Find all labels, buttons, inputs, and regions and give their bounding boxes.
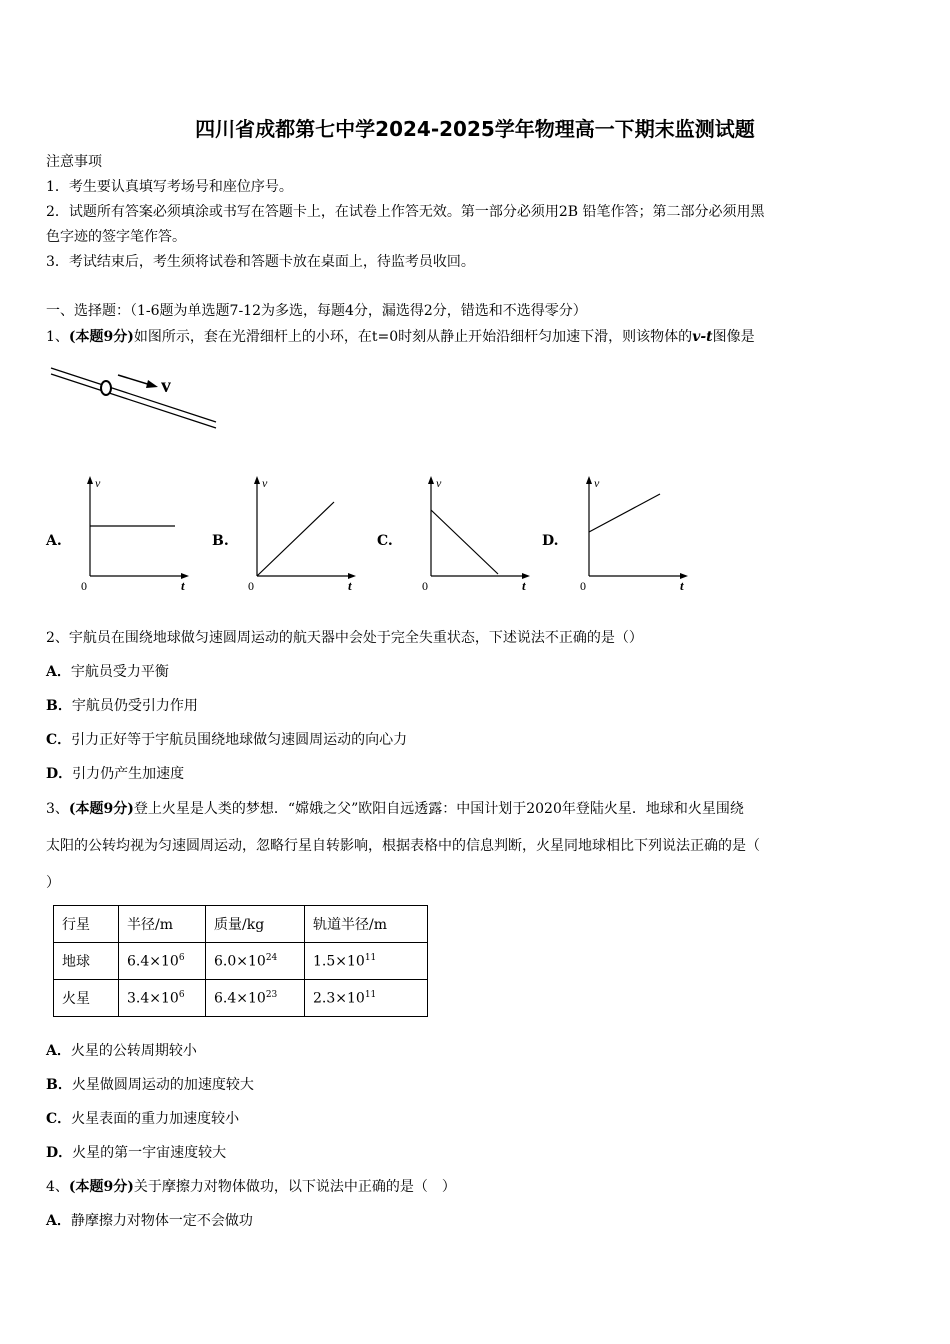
axis-t-label: t <box>348 578 352 593</box>
q2-option-c <box>46 730 407 750</box>
option-text: 静摩擦力对物体一定不会做功 <box>70 1213 253 1229</box>
value: 2.3×10 <box>313 990 365 1007</box>
table-row <box>54 943 428 980</box>
rod-line-lower <box>51 374 216 428</box>
notes-heading: 注意事项 <box>46 154 102 170</box>
question-number: 1、 <box>46 329 69 345</box>
question-score: (本题9分) <box>68 801 134 817</box>
question-text: 如图所示，套在光滑细杆上的小环，在t=0时刻从静止开始沿细杆匀加速下滑，则该物体的 <box>133 329 693 345</box>
exponent: 23 <box>265 989 278 1000</box>
y-arrow <box>586 476 592 484</box>
v-t-line <box>257 502 334 576</box>
question-3-line-3: ） <box>46 875 60 891</box>
q3-option-a <box>46 1041 197 1061</box>
page-title: 四川省成都第七中学2024-2025学年物理高一下期末监测试题 <box>195 117 755 141</box>
table-cell: 火星 <box>54 980 119 1017</box>
question-1-stem <box>46 327 755 347</box>
table-cell <box>305 943 428 980</box>
table-cell <box>206 980 305 1017</box>
question-number: 4、 <box>46 1179 69 1195</box>
graph-b <box>242 470 362 595</box>
y-arrow <box>254 476 260 484</box>
option-letter: B． <box>46 698 72 714</box>
header-cell: 轨道半径/m <box>305 906 428 943</box>
option-label-c: C. <box>377 533 393 549</box>
axis-v-label: v <box>95 476 101 490</box>
option-letter: D． <box>46 766 73 782</box>
notes-item-3: 3．考试结束后，考生须将试卷和答题卡放在桌面上，待监考员收回。 <box>46 254 475 270</box>
table-cell <box>305 980 428 1017</box>
table-cell <box>119 980 206 1017</box>
notes-item-1: 1．考生要认真填写考场号和座位序号。 <box>46 179 293 195</box>
rod-line-upper <box>51 368 216 422</box>
value: 1.5×10 <box>313 953 365 970</box>
exponent: 11 <box>364 989 377 1000</box>
question-text: 登上火星是人类的梦想．“嫦娥之父”欧阳自远透露：中国计划于2020年登陆火星．地球和火星围绕 <box>133 801 744 817</box>
value: 6.4×10 <box>214 990 266 1007</box>
vt-label: v-t <box>692 329 713 345</box>
q2-option-b <box>46 696 198 716</box>
table-row <box>54 980 428 1017</box>
exponent: 6 <box>178 952 185 963</box>
y-arrow <box>428 476 434 484</box>
question-3-line-1 <box>46 799 744 819</box>
q3-option-c <box>46 1109 239 1129</box>
question-tail: 图像是 <box>712 329 755 345</box>
y-arrow <box>87 476 93 484</box>
header-cell: 质量/kg <box>206 906 305 943</box>
graph-c <box>416 470 536 595</box>
table-cell <box>119 943 206 980</box>
option-text: 宇航员仍受引力作用 <box>71 698 198 714</box>
axis-t-label: t <box>680 578 684 593</box>
question-score: (本题9分) <box>68 329 134 345</box>
axis-v-label: v <box>262 476 268 490</box>
q3-option-b <box>46 1075 254 1095</box>
value: 6.4×10 <box>127 953 179 970</box>
question-2-stem: 2、宇航员在围绕地球做匀速圆周运动的航天器中会处于完全失重状态，下述说法不正确的是（） <box>46 630 643 646</box>
graph-d <box>574 470 694 595</box>
option-letter: B． <box>46 1077 72 1093</box>
axis-t-label: t <box>181 578 185 593</box>
table-cell: 地球 <box>54 943 119 980</box>
q2-option-d <box>46 764 184 784</box>
table-cell <box>206 943 305 980</box>
option-text: 引力正好等于宇航员围绕地球做匀速圆周运动的向心力 <box>71 732 408 748</box>
q3-option-d <box>46 1143 226 1163</box>
section-heading: 一、选择题：（1-6题为单选题7-12为多选，每题4分，漏选得2分，错选和不选得零分） <box>46 303 587 319</box>
q4-option-a <box>46 1211 253 1231</box>
velocity-arrowhead <box>146 380 158 388</box>
notes-item-2b: 色字迹的签字笔作答。 <box>46 229 186 245</box>
rod-figure <box>48 360 223 430</box>
question-text: 关于摩擦力对物体做功，以下说法中正确的是（ ） <box>133 1179 456 1195</box>
option-text: 火星的第一宇宙速度较大 <box>72 1145 227 1161</box>
option-text: 引力仍产生加速度 <box>72 766 185 782</box>
option-text: 宇航员受力平衡 <box>70 664 169 680</box>
option-label-a: A. <box>46 533 62 549</box>
question-3-line-2: 太阳的公转均视为匀速圆周运动，忽略行星自转影响，根据表格中的信息判断，火星同地球相比下列说法正确的是（ <box>46 838 760 854</box>
option-text: 火星的公转周期较小 <box>70 1043 197 1059</box>
origin-label: 0 <box>580 579 586 593</box>
q2-option-a <box>46 662 169 682</box>
planet-table <box>53 905 428 1017</box>
exponent: 6 <box>178 989 185 1000</box>
option-text: 火星做圆周运动的加速度较大 <box>71 1077 254 1093</box>
ring <box>101 381 111 395</box>
exponent: 11 <box>364 952 377 963</box>
option-text: 火星表面的重力加速度较小 <box>71 1111 240 1127</box>
question-4-stem <box>46 1177 456 1197</box>
origin-label: 0 <box>248 579 254 593</box>
value: 3.4×10 <box>127 990 179 1007</box>
question-number: 3、 <box>46 801 69 817</box>
axis-t-label: t <box>522 578 526 593</box>
question-score: (本题9分) <box>68 1179 134 1195</box>
axis-v-label: v <box>594 476 600 490</box>
option-label-d: D. <box>542 533 559 549</box>
option-letter: C． <box>46 1111 72 1127</box>
option-letter: D． <box>46 1145 73 1161</box>
v-t-line <box>589 494 660 532</box>
table-header-row <box>54 906 428 943</box>
option-letter: A． <box>46 1213 71 1229</box>
notes-item-2a: 2．试题所有答案必须填涂或书写在答题卡上，在试卷上作答无效。第一部分必须用2B 铅笔作答；第二部分必须用黑 <box>46 204 765 220</box>
header-cell: 行星 <box>54 906 119 943</box>
origin-label: 0 <box>81 579 87 593</box>
option-letter: C． <box>46 732 72 748</box>
origin-label: 0 <box>422 579 428 593</box>
graph-a <box>75 470 195 595</box>
option-label-b: B. <box>212 533 229 549</box>
header-cell: 半径/m <box>119 906 206 943</box>
axis-v-label: v <box>436 476 442 490</box>
option-letter: A． <box>46 1043 71 1059</box>
value: 6.0×10 <box>214 953 266 970</box>
velocity-label: v <box>161 375 171 397</box>
option-letter: A． <box>46 664 71 680</box>
v-t-line <box>431 510 498 574</box>
exponent: 24 <box>265 952 278 963</box>
